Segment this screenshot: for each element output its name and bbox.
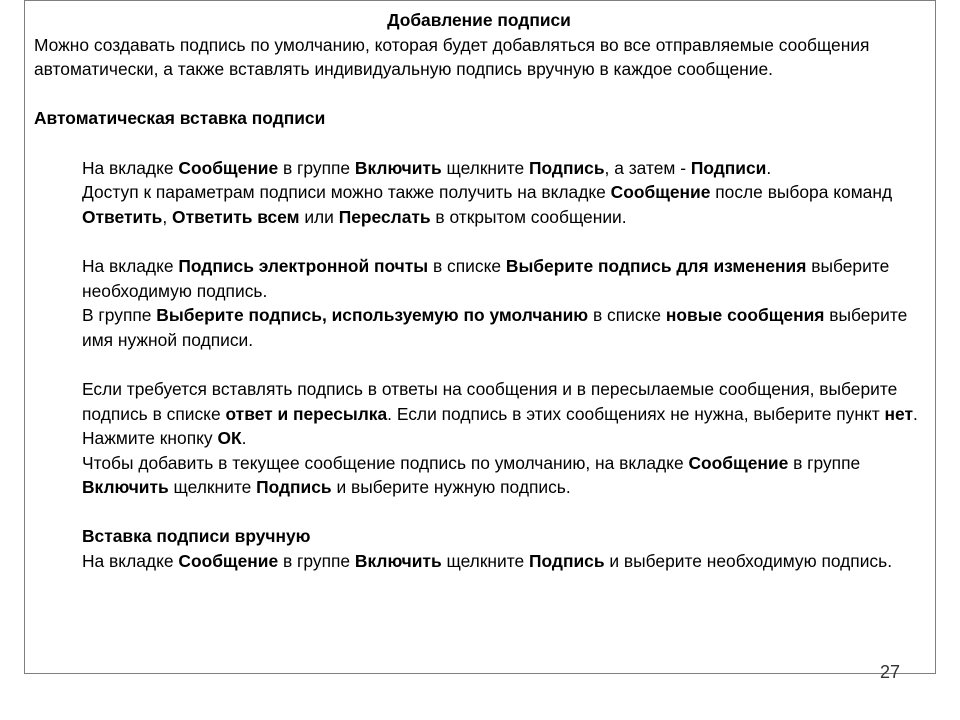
page-number: 27 <box>880 662 901 682</box>
auto-insert-heading: Автоматическая вставка подписи <box>34 108 326 129</box>
auto-paragraph-1: На вкладке Сообщение в группе Включить щелкните Подпись, а затем - Подписи. <box>82 157 772 178</box>
auto-paragraph-7: Чтобы добавить в текущее сообщение подпись по умолчанию, на вкладке Сообщение в группе Включить щелкните Подпись и выберите нужную подпись. <box>82 452 861 498</box>
intro-paragraph: Можно создавать подпись по умолчанию, которая будет добавляться во все отправляемые сообщения автоматически, а также вставлять индивидуальную подпись вручную в каждое сообщение. <box>34 34 870 80</box>
auto-paragraph-4: В группе Выберите подпись, используемую по умолчанию в списке новые сообщения выберите имя нужной подписи. <box>82 305 908 350</box>
auto-paragraph-2: Доступ к параметрам подписи можно также получить на вкладке Сообщение после выбора команд Ответить, Ответить всем или Переслать в открытом сообщении. <box>82 182 893 227</box>
manual-paragraph-1: На вкладке Сообщение в группе Включить щелкните Подпись и выберите необходимую подпись. <box>82 551 893 572</box>
auto-paragraph-5: Если требуется вставлять подпись в ответы на сообщения и в пересылаемые сообщения, выберите подпись в списке ответ и пересылка. Если подпись в этих сообщениях не нужна, выберите пункт нет. <box>82 378 918 424</box>
auto-paragraph-3: На вкладке Подпись электронной почты в списке Выберите подпись для изменения выберите необходимую подпись. <box>82 255 890 301</box>
manual-insert-heading: Вставка подписи вручную <box>82 526 311 547</box>
page-title: Добавление подписи <box>387 10 571 30</box>
auto-paragraph-6: Нажмите кнопку ОК. <box>82 428 247 449</box>
slide-content <box>34 8 924 574</box>
